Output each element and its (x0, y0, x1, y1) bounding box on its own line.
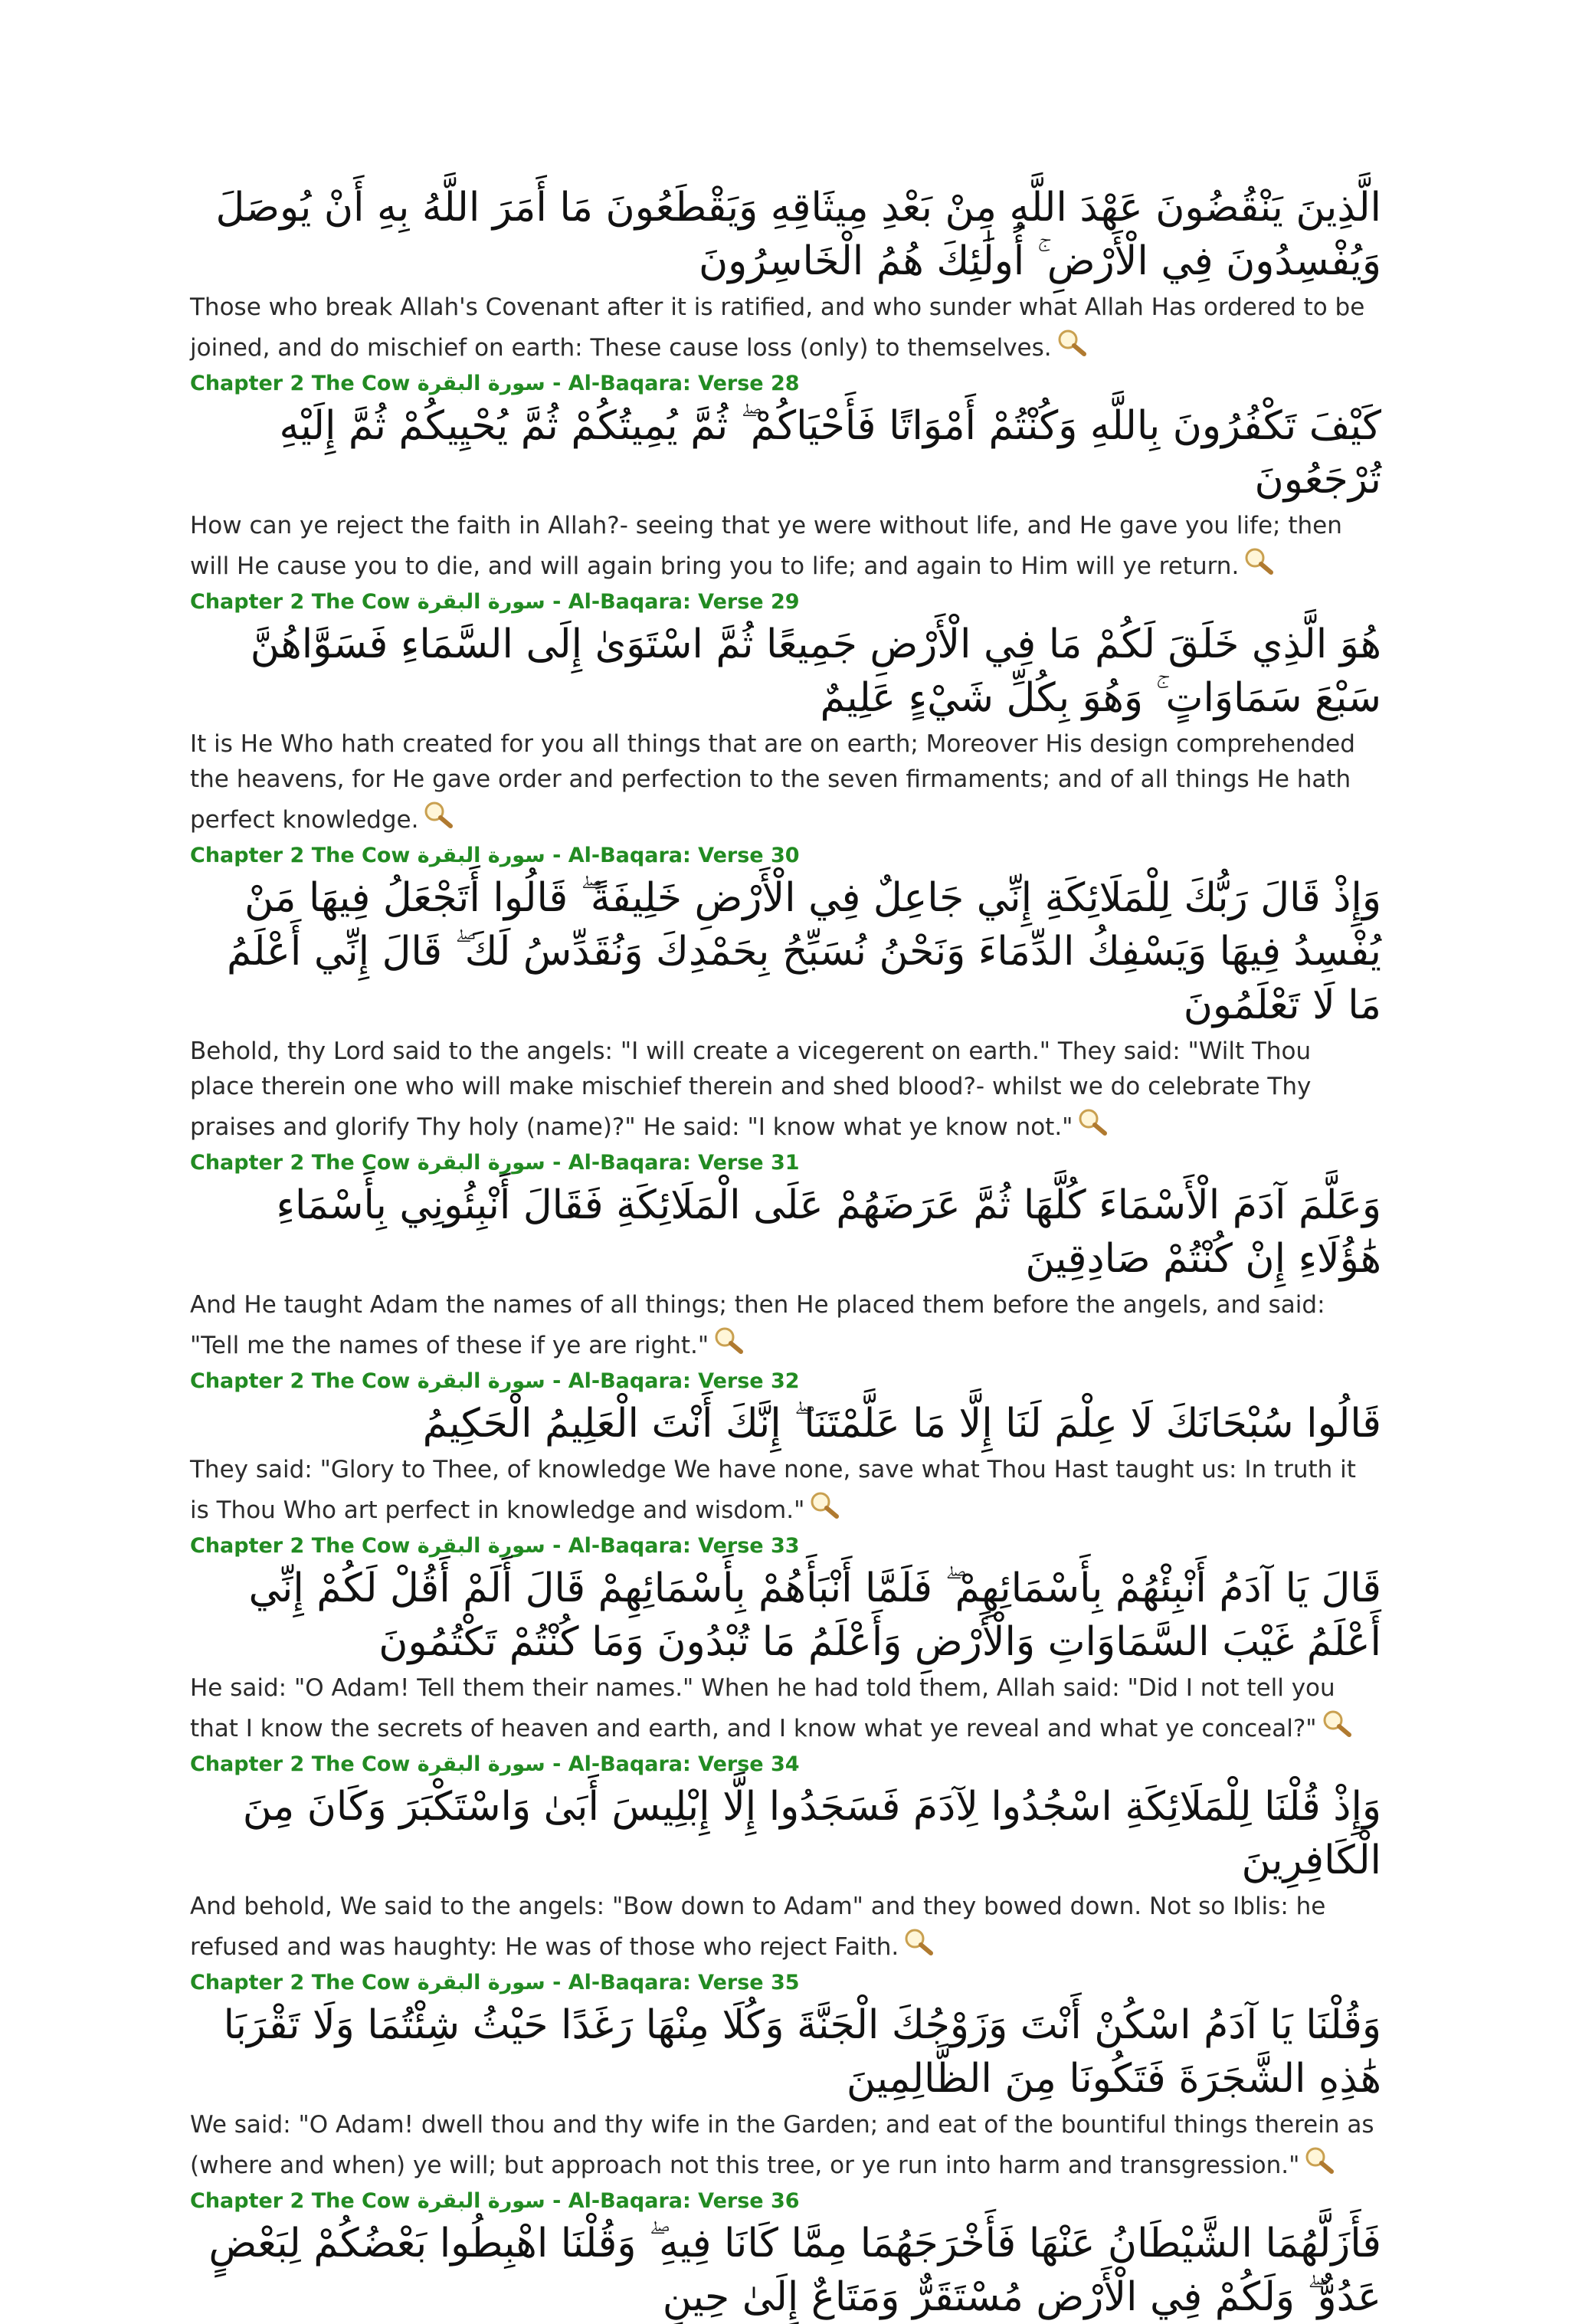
verse-entry-27 (190, 181, 1381, 365)
magnifier-icon[interactable] (1302, 2145, 1338, 2176)
verse-label: - Al-Baqara: Verse 33 (552, 1534, 800, 1558)
magnifier-icon[interactable] (807, 1490, 843, 1521)
magnifier-icon[interactable] (1055, 328, 1090, 359)
verse-label: - Al-Baqara: Verse 29 (552, 590, 800, 614)
chapter-label: Chapter 2 The Cow (190, 1534, 411, 1558)
arabic-verse-text: وَإِذْ قُلْنَا لِلْمَلَائِكَةِ اسْجُدُوا لِآدَمَ فَسَجَدُوا إِلَّا إِبْلِيسَ أَبَىٰ وَاسْتَكْبَرَ وَكَانَ مِنَ الْكَافِرِينَ (242, 1784, 1381, 1883)
chapter-label: Chapter 2 The Cow (190, 1752, 411, 1776)
surah-arabic-name: سورة البقرة (417, 1752, 545, 1776)
verse-heading (190, 1749, 1381, 1780)
translation-text: Those who break Allah's Covenant after it is ratified, and who sunder what Allah Has ordered to be joined, and do mischief on earth: These cause loss (only) to themselves. (190, 293, 1365, 362)
english-translation (190, 1287, 1381, 1363)
arabic-verse-text: قَالُوا سُبْحَانَكَ لَا عِلْمَ لَنَا إِلَّا مَا عَلَّمْتَنَا ۖ إِنَّكَ أَنْتَ الْعَلِيمُ الْحَكِيمُ (422, 1401, 1381, 1447)
surah-arabic-name: سورة البقرة (417, 844, 545, 867)
arabic-verse-text: وَقُلْنَا يَا آدَمُ اسْكُنْ أَنْتَ وَزَوْجُكَ الْجَنَّةَ وَكُلَا مِنْهَا رَغَدًا حَيْثُ شِئْتُمَا وَلَا تَقْرَبَا هَٰذِهِ الشَّجَرَةَ فَتَكُونَا مِنَ الظَّالِمِينَ (223, 2002, 1381, 2102)
magnifier-icon[interactable] (421, 800, 457, 831)
english-translation (190, 508, 1381, 584)
surah-arabic-name: سورة البقرة (417, 1369, 545, 1393)
verse-entry-36 (190, 2186, 1381, 2324)
chapter-label: Chapter 2 The Cow (190, 844, 411, 867)
english-translation (190, 290, 1381, 365)
verse-label: - Al-Baqara: Verse 32 (552, 1369, 800, 1393)
verse-label: - Al-Baqara: Verse 36 (552, 2189, 800, 2213)
verse-heading (190, 2186, 1381, 2217)
verse-heading (190, 587, 1381, 618)
magnifier-icon[interactable] (1076, 1107, 1111, 1138)
magnifier-icon[interactable] (1320, 1709, 1355, 1739)
verse-heading (190, 841, 1381, 871)
surah-arabic-name: سورة البقرة (417, 2189, 545, 2213)
verse-entry-34 (190, 1749, 1381, 1965)
chapter-label: Chapter 2 The Cow (190, 590, 411, 614)
chapter-label: Chapter 2 The Cow (190, 1369, 411, 1393)
verse-entry-31 (190, 1148, 1381, 1363)
magnifier-icon[interactable] (902, 1927, 937, 1958)
verse-heading (190, 1531, 1381, 1562)
english-translation (190, 1452, 1381, 1528)
english-translation (190, 1670, 1381, 1746)
document-page (190, 181, 1381, 2324)
verse-heading (190, 1366, 1381, 1397)
verse-label: - Al-Baqara: Verse 31 (552, 1151, 800, 1175)
magnifier-icon[interactable] (1242, 546, 1277, 577)
arabic-verse-text: الَّذِينَ يَنْقُضُونَ عَهْدَ اللَّهِ مِنْ بَعْدِ مِيثَاقِهِ وَيَقْطَعُونَ مَا أَمَرَ اللَّهُ بِهِ أَنْ يُوصَلَ وَيُفْسِدُونَ فِي الْأَرْضِ ۚ أُولَٰئِكَ هُمُ الْخَاسِرُونَ (215, 185, 1381, 284)
chapter-label: Chapter 2 The Cow (190, 2189, 411, 2213)
english-translation (190, 1889, 1381, 1965)
surah-arabic-name: سورة البقرة (417, 590, 545, 614)
translation-text: And He taught Adam the names of all things; then He placed them before the angels, and said: "Tell me the names of these if ye are right." (190, 1291, 1325, 1359)
magnifier-icon[interactable] (712, 1326, 747, 1356)
english-translation (190, 726, 1381, 837)
verse-entry-35 (190, 1968, 1381, 2183)
verse-entry-33 (190, 1531, 1381, 1746)
english-translation (190, 1034, 1381, 1145)
arabic-verse-text: وَإِذْ قَالَ رَبُّكَ لِلْمَلَائِكَةِ إِنِّي جَاعِلٌ فِي الْأَرْضِ خَلِيفَةً ۖ قَالُوا أَتَجْعَلُ فِيهَا مَنْ يُفْسِدُ فِيهَا وَيَسْفِكُ الدِّمَاءَ وَنَحْنُ نُسَبِّحُ بِحَمْدِكَ وَنُقَدِّسُ لَكَ ۖ قَالَ إِنِّي أَعْلَمُ مَا لَا تَعْلَمُونَ (227, 875, 1381, 1028)
verse-label: - Al-Baqara: Verse 34 (552, 1752, 800, 1776)
translation-text: We said: "O Adam! dwell thou and thy wife in the Garden; and eat of the bountiful things therein as (where and when) ye will; but approach not this tree, or ye run into harm and transgression." (190, 2111, 1374, 2179)
translation-text: How can ye reject the faith in Allah?- seeing that ye were without life, and He gave you life; then will He cause you to die, and will again bring you to life; and again to Him will ye return. (190, 512, 1342, 580)
arabic-verse-text: فَأَزَلَّهُمَا الشَّيْطَانُ عَنْهَا فَأَخْرَجَهُمَا مِمَّا كَانَا فِيهِ ۖ وَقُلْنَا اهْبِطُوا بَعْضُكُمْ لِبَعْضٍ عَدُوٌّ ۖ وَلَكُمْ فِي الْأَرْضِ مُسْتَقَرٌّ وَمَتَاعٌ إِلَىٰ حِينٍ (208, 2221, 1381, 2320)
verse-label: - Al-Baqara: Verse 28 (552, 372, 800, 395)
chapter-label: Chapter 2 The Cow (190, 372, 411, 395)
verse-entry-28 (190, 369, 1381, 584)
arabic-verse-text: هُوَ الَّذِي خَلَقَ لَكُمْ مَا فِي الْأَرْضِ جَمِيعًا ثُمَّ اسْتَوَىٰ إِلَى السَّمَاءِ فَسَوَّاهُنَّ سَبْعَ سَمَاوَاتٍ ۚ وَهُوَ بِكُلِّ شَيْءٍ عَلِيمٌ (250, 621, 1381, 721)
translation-text: And behold, We said to the angels: "Bow down to Adam" and they bowed down. Not so Iblis: he refused and was haughty: He was of those who reject Faith. (190, 1893, 1326, 1961)
verse-heading (190, 369, 1381, 399)
verse-entry-32 (190, 1366, 1381, 1528)
translation-text: Behold, thy Lord said to the angels: "I will create a vicegerent on earth." They said: "Wilt Thou place therein one who will make mischief therein and shed blood?- whilst we do celebrate Thy praises and glorify Thy holy (name)?" He said: "I know what ye know not." (190, 1037, 1312, 1141)
verse-heading (190, 1148, 1381, 1178)
verse-entry-30 (190, 841, 1381, 1145)
english-translation (190, 2107, 1381, 2183)
verse-heading (190, 1968, 1381, 1998)
surah-arabic-name: سورة البقرة (417, 372, 545, 395)
verse-label: - Al-Baqara: Verse 35 (552, 1971, 800, 1995)
chapter-label: Chapter 2 The Cow (190, 1971, 411, 1995)
surah-arabic-name: سورة البقرة (417, 1971, 545, 1995)
translation-text: It is He Who hath created for you all things that are on earth; Moreover His design comprehended the heavens, for He gave order and perfection to the seven firmaments; and of all things He hath perfect knowledge. (190, 730, 1355, 834)
translation-text: He said: "O Adam! Tell them their names." When he had told them, Allah said: "Did I not tell you that I know the secrets of heaven and earth, and I know what ye reveal and what ye conceal?" (190, 1674, 1335, 1742)
verse-label: - Al-Baqara: Verse 30 (552, 844, 800, 867)
translation-text: They said: "Glory to Thee, of knowledge We have none, save what Thou Hast taught us: In truth it is Thou Who art perfect in knowledge and wisdom." (190, 1456, 1356, 1524)
arabic-verse-text: كَيْفَ تَكْفُرُونَ بِاللَّهِ وَكُنْتُمْ أَمْوَاتًا فَأَحْيَاكُمْ ۖ ثُمَّ يُمِيتُكُمْ ثُمَّ يُحْيِيكُمْ ثُمَّ إِلَيْهِ تُرْجَعُونَ (279, 403, 1381, 503)
arabic-verse-text: وَعَلَّمَ آدَمَ الْأَسْمَاءَ كُلَّهَا ثُمَّ عَرَضَهُمْ عَلَى الْمَلَائِكَةِ فَقَالَ أَنْبِئُونِي بِأَسْمَاءِ هَٰؤُلَاءِ إِنْ كُنْتُمْ صَادِقِينَ (276, 1182, 1381, 1282)
chapter-label: Chapter 2 The Cow (190, 1151, 411, 1175)
verse-entry-29 (190, 587, 1381, 837)
surah-arabic-name: سورة البقرة (417, 1151, 545, 1175)
arabic-verse-text: قَالَ يَا آدَمُ أَنْبِئْهُمْ بِأَسْمَائِهِمْ ۖ فَلَمَّا أَنْبَأَهُمْ بِأَسْمَائِهِمْ قَالَ أَلَمْ أَقُلْ لَكُمْ إِنِّي أَعْلَمُ غَيْبَ السَّمَاوَاتِ وَالْأَرْضِ وَأَعْلَمُ مَا تُبْدُونَ وَمَا كُنْتُمْ تَكْتُمُونَ (248, 1565, 1381, 1665)
surah-arabic-name: سورة البقرة (417, 1534, 545, 1558)
